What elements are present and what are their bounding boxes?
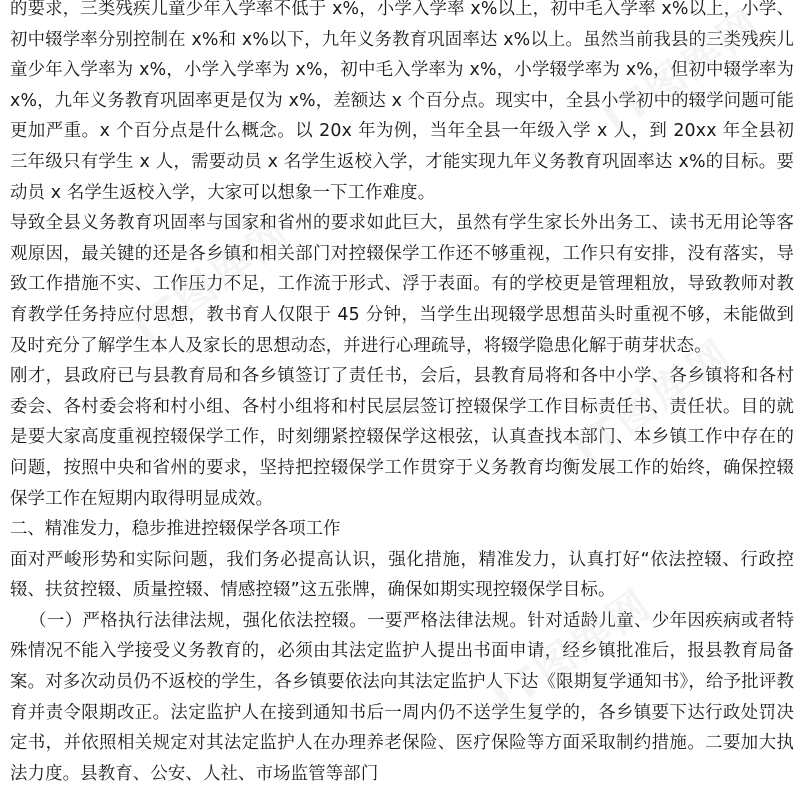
watermark: IT图库网 [485, 580, 661, 723]
paragraph-legal-control: （一）严格执行法律法规，强化依法控辍。一要严格法律法规。针对适龄儿童、少年因疾病或者特殊情况不能入学接受义务教育的，必须由其法定监护人提出书面申请，经乡镇批准后，报县教育局备案。对多次动员仍不返校的学生，各乡镇要依法向其法定监护人下达《限期复学通知书》，给予批评教育并责令限期改正。法定监护人在接到通知书后一周内仍不送学生复学的，各乡镇要下达行政处罚决定书，并依照相关规定对其法定监护人在办理养老保险、医疗保险等方面采取制约措施。二要加大执法力度。县教育、公安、人社、市场监管等部门 [10, 610, 794, 784]
section-heading-2: 二、精准发力，稳步推进控辍保学各项工作 [10, 519, 341, 540]
paragraph-causes: 导致全县义务教育巩固率与国家和省州的要求如此巨大，虽然有学生家长外出务工、读书无用论等客观原因，最关键的还是各乡镇和相关部门对控辍保学工作还不够重视，工作只有安排，没有落实，导致工作措施不实、工作压力不足，工作流于形式、浮于表面。有的学校更是管理粗放，导致教师对教育教学任务持应付思想，教书育人仅限于 45 分钟，当学生出现辍学思想苗头时重视不够，未能做到及时充分了解学生本人及家长的思想动态，并进行心理疏导，将辍学隐患化解于萌芽状态。 [10, 213, 794, 356]
paragraph-responsibility: 刚才，县政府已与县教育局和各乡镇签订了责任书，会后，县教育局将和各中小学、各乡镇将和各村委会、各村委会将和村小组、各村小组将和村民层层签订控辍保学工作目标责任书、责任状。目的就是要大家高度重视控辍保学工作，时刻绷紧控辍保学这根弦，认真查找本部门、本乡镇工作中存在的问题，按照中央和省州的要求，坚持把控辍保学工作贯穿于义务教育均衡发展工作的始终，确保控辍保学工作在短期内取得明显成效。 [10, 366, 794, 509]
watermark: IT图库网 [595, 0, 771, 143]
watermark: IT图库网 [565, 330, 741, 473]
paragraph-five-cards: 面对严峻形势和实际问题，我们务必提高认识，强化措施，精准发力，认真打好“依法控辍、行政控辍、扶贫控辍、质量控辍、情感控辍”这五张牌，确保如期实现控辍保学目标。 [10, 549, 794, 601]
paragraph-enrollment-targets: 的要求，三类残疾儿童少年入学率不低于 x%，小学入学率 x%以上，初中毛入学率 x%以上，小学、初中辍学率分别控制在 x%和 x%以下，九年义务教育巩固率达 x%以上。虽然当前我县的三类残疾儿童少年入学率为 x%，小学入学率为 x%，初中毛入学率为 x%，小学辍学率为 x%，但初中辍学率为 x%，九年义务教育巩固率更是仅为 x%，差额达 x 个百分点。现实中，全县小学初中的辍学问题可能更加严重。x 个百分点是什么概念。以 20x 年为例，当年全县一年级入学 x 人，到 20xx 年全县初三年级只有学生 x 人，需要动员 x 名学生返校入学，才能实现九年义务教育巩固率达 x%的目标。要动员 x 名学生返校入学，大家可以想象一下工作难度。 [10, 0, 794, 203]
watermark: IT图库网 [125, 210, 301, 353]
